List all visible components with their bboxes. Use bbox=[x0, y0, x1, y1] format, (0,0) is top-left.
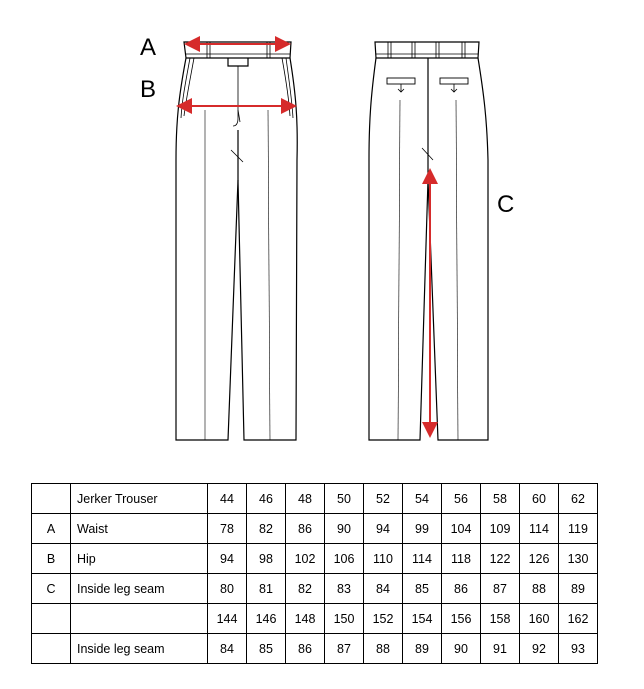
value-cell: 91 bbox=[481, 634, 520, 664]
measure-code-cell bbox=[32, 484, 71, 514]
table-row bbox=[32, 484, 598, 514]
value-cell: 84 bbox=[208, 634, 247, 664]
value-cell: 122 bbox=[481, 544, 520, 574]
value-cell: 152 bbox=[364, 604, 403, 634]
value-cell: 85 bbox=[403, 574, 442, 604]
value-cell: 119 bbox=[559, 514, 598, 544]
value-cell: 82 bbox=[247, 514, 286, 544]
value-cell: 86 bbox=[286, 514, 325, 544]
table-row bbox=[32, 544, 598, 574]
measure-code-cell: C bbox=[32, 574, 71, 604]
table-row bbox=[32, 634, 598, 664]
value-cell: 84 bbox=[364, 574, 403, 604]
measure-code-cell: A bbox=[32, 514, 71, 544]
value-cell: 126 bbox=[520, 544, 559, 574]
value-cell: 154 bbox=[403, 604, 442, 634]
value-cell: 144 bbox=[208, 604, 247, 634]
measure-name-cell: Inside leg seam bbox=[71, 634, 208, 664]
value-cell: 58 bbox=[481, 484, 520, 514]
value-cell: 88 bbox=[364, 634, 403, 664]
value-cell: 148 bbox=[286, 604, 325, 634]
value-cell: 150 bbox=[325, 604, 364, 634]
value-cell: 48 bbox=[286, 484, 325, 514]
measurement-arrows bbox=[180, 44, 430, 434]
value-cell: 130 bbox=[559, 544, 598, 574]
value-cell: 106 bbox=[325, 544, 364, 574]
measure-label-a: A bbox=[140, 34, 157, 61]
back-view-trousers bbox=[369, 42, 488, 440]
value-cell: 44 bbox=[208, 484, 247, 514]
value-cell: 104 bbox=[442, 514, 481, 544]
table-row bbox=[32, 574, 598, 604]
value-cell: 89 bbox=[559, 574, 598, 604]
value-cell: 87 bbox=[325, 634, 364, 664]
value-cell: 158 bbox=[481, 604, 520, 634]
value-cell: 54 bbox=[403, 484, 442, 514]
value-cell: 56 bbox=[442, 484, 481, 514]
value-cell: 62 bbox=[559, 484, 598, 514]
value-cell: 52 bbox=[364, 484, 403, 514]
value-cell: 114 bbox=[520, 514, 559, 544]
value-cell: 146 bbox=[247, 604, 286, 634]
value-cell: 46 bbox=[247, 484, 286, 514]
value-cell: 99 bbox=[403, 514, 442, 544]
measure-code-cell: B bbox=[32, 544, 71, 574]
value-cell: 81 bbox=[247, 574, 286, 604]
value-cell: 156 bbox=[442, 604, 481, 634]
value-cell: 86 bbox=[442, 574, 481, 604]
value-cell: 109 bbox=[481, 514, 520, 544]
value-cell: 94 bbox=[208, 544, 247, 574]
value-cell: 88 bbox=[520, 574, 559, 604]
value-cell: 93 bbox=[559, 634, 598, 664]
value-cell: 90 bbox=[442, 634, 481, 664]
value-cell: 89 bbox=[403, 634, 442, 664]
measure-label-b: B bbox=[140, 76, 157, 103]
value-cell: 118 bbox=[442, 544, 481, 574]
table-row bbox=[32, 514, 598, 544]
value-cell: 110 bbox=[364, 544, 403, 574]
front-view-trousers bbox=[176, 42, 297, 440]
value-cell: 162 bbox=[559, 604, 598, 634]
value-cell: 78 bbox=[208, 514, 247, 544]
value-cell: 50 bbox=[325, 484, 364, 514]
value-cell: 114 bbox=[403, 544, 442, 574]
value-cell: 60 bbox=[520, 484, 559, 514]
value-cell: 160 bbox=[520, 604, 559, 634]
table-row bbox=[32, 604, 598, 634]
value-cell: 82 bbox=[286, 574, 325, 604]
measure-name-cell: Waist bbox=[71, 514, 208, 544]
value-cell: 94 bbox=[364, 514, 403, 544]
value-cell: 102 bbox=[286, 544, 325, 574]
measure-label-c: C bbox=[497, 191, 515, 218]
value-cell: 90 bbox=[325, 514, 364, 544]
value-cell: 83 bbox=[325, 574, 364, 604]
value-cell: 92 bbox=[520, 634, 559, 664]
value-cell: 98 bbox=[247, 544, 286, 574]
value-cell: 80 bbox=[208, 574, 247, 604]
measure-name-cell: Jerker Trouser bbox=[71, 484, 208, 514]
measure-name-cell: Hip bbox=[71, 544, 208, 574]
measure-name-cell bbox=[71, 604, 208, 634]
value-cell: 85 bbox=[247, 634, 286, 664]
value-cell: 86 bbox=[286, 634, 325, 664]
measure-code-cell bbox=[32, 634, 71, 664]
measure-name-cell: Inside leg seam bbox=[71, 574, 208, 604]
measure-code-cell bbox=[32, 604, 71, 634]
value-cell: 87 bbox=[481, 574, 520, 604]
size-table bbox=[31, 483, 598, 664]
